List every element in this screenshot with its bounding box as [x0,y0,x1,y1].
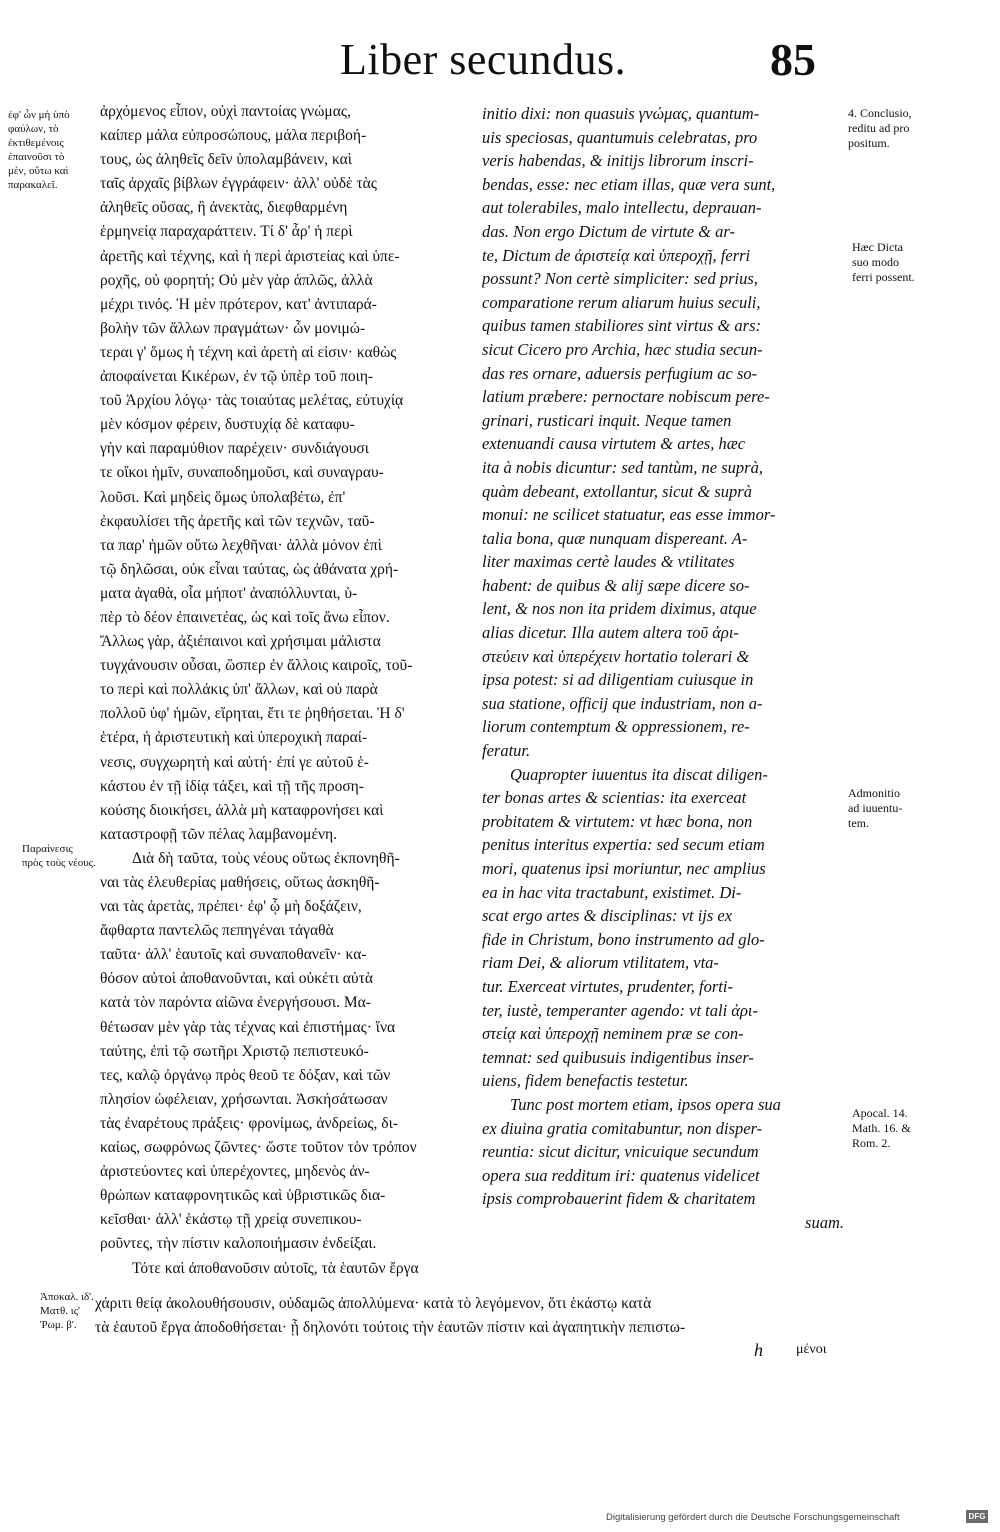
greek-line: τοῦ Ἀρχίου λόγῳ· τὰς τοιαύτας μελέτας, εὐτυχίᾳ [100,392,404,410]
latin-line: uis speciosas, quantumuis celebratas, pro [482,127,758,147]
greek-line: ἀρχόμενος εἶπον, οὐχὶ παντοίας γνώμας, [100,103,351,120]
latin-line: extenuandi causa virtutem & artes, hæc [482,434,746,454]
page-number: 85 [770,34,816,85]
greek-line: κάστου ἐν τῇ ἰδίᾳ τάξει, καὶ τῇ τῆς προση- [100,777,364,795]
latin-line: ipsa potest: si ad diligentiam cuiusque in [482,670,754,690]
note-line: Παραίνεσις [22,843,73,855]
note-line: Math. 16. & [852,1121,911,1135]
greek-line: θρώπων καταφρονητικῶς καὶ ὑβριστικῶς δια- [100,1187,386,1205]
greek-line: τους, ὡς ἀληθεῖς δεῖν ὑπολαμβάνειν, καὶ [100,151,352,169]
greek-line: τυγχάνουσιν οὖσαι, ὥσπερ ἐν ἄλλοις καιροῖς, τοῦ- [100,657,413,675]
greek-line: βολὴν τῶν ἄλλων πραγμάτων· ὧν μονιμώ- [100,319,366,337]
note-line: Apocal. 14. [852,1106,908,1120]
latin-line: temnat: sed quibusuis indigentibus inser- [482,1047,754,1067]
latin-line: ex diuina gratia comitabuntur, non disper- [482,1118,763,1138]
note-line: παρακαλεῖ. [8,179,58,191]
latin-line: quibus tamen stabiliores sint virtus & ars: [482,316,761,336]
greek-line: καίως, σωφρόνως ζῶντες· ὥστε τοῦτον τὸν τρόπον [100,1139,417,1157]
greek-line: πὲρ τὸ δέον ἐπαινετέας, ὡς καὶ τοῖς ἄνω εἶπον. [100,608,390,626]
greek-line: καίπερ μάλα εὐπροσώπους, μάλα περιβοή- [100,127,367,145]
latin-line: initio dixi: non quasuis γνώμας, quantum- [482,104,760,123]
greek-line: μέχρι τινός. Ἡ μὲν πρότερον, κατ' ἀντιπαρά- [100,295,377,313]
latin-line: talia bona, quæ nunquam dispereant. A- [482,528,748,548]
note-line: ἐφ' ὧν μὴ ὑπὸ [8,109,70,121]
bottom-line: τὰ ἑαυτοῦ ἔργα ἀποδοθήσεται· ᾗ δηλονότι τούτοις τὴν ἑαυτῶν πίστιν καὶ ἀγαπητικὴν πεπιστω- [95,1319,686,1336]
greek-line: ροχῆς, οὐ φορητή; Οὐ μὲν γὰρ ἁπλῶς, ἀλλὰ [100,271,373,289]
margin-note-right-3 [848,786,988,831]
latin-line: ipsis comprobauerint fidem & charitatem [482,1189,756,1209]
latin-line: grinari, rusticari inquit. Neque tamen [482,410,732,430]
latin-line: suam. [805,1212,844,1232]
greek-line: μὲν κόσμον φέρειν, δυστυχίᾳ δὲ καταφυ- [100,416,355,434]
greek-line: ἀληθεῖς οὔσας, ἢ ἀνεκτὰς, διεφθαρμένη [100,199,348,217]
greek-line: κούσης διοικήσει, ἀλλὰ μὴ καταφρονήσει καὶ [100,801,384,819]
latin-line: te, Dictum de ἀριστείᾳ καὶ ὑπεροχῇ, ferri [482,245,751,265]
latin-line: possunt? Non certè simpliciter: sed prius, [482,269,758,289]
note-line: φαύλων, τὸ [8,123,59,135]
latin-line: probitatem & virtutem: vt hæc bona, non [482,811,753,831]
greek-line: τὰς ἐναρέτους πράξεις· φρονίμως, ἀνδρείως, δι- [100,1114,398,1132]
greek-line: ταύτης, ἐπὶ τῷ σωτῆρι Χριστῷ πεπιστευκό- [100,1042,369,1060]
note-line: positum. [848,136,890,150]
greek-line: ροῦντες, τὴν πίστιν καλοποιήμασιν ἐνδείξαι. [100,1235,377,1253]
greek-line: ταῖς ἀρχαῖς βίβλων ἐγγράφειν· ἀλλ' οὐδὲ τὰς [100,175,377,193]
margin-note-right-4 [852,1106,992,1151]
bottom-line: χάριτι θείᾳ ἀκολουθήσουσιν, οὐδαμῶς ἀπολλύμενα· κατὰ τὸ λεγόμενον, ὅτι ἑκάστῳ κατὰ [95,1295,652,1312]
greek-line: πλησίον ὠφέλειαν, χρήσωνται. Ἀσκήσάτωσαν [100,1090,388,1108]
greek-line: γὴν καὶ παραμύθιον παρέχειν· συνδιάγουσι [100,440,369,458]
latin-line: aut tolerabiles, malo intellectu, deprauan- [482,198,762,218]
latin-line: quàm debeant, extollantur, sicut & suprà [482,481,752,501]
latin-line: scat ergo artes & disciplinas: vt ijs ex [482,906,733,926]
greek-line: Διὰ δὴ ταῦτα, τοὺς νέους οὕτως ἐκπονηθῆ- [132,849,400,867]
greek-line: ἀριστεύοντες καὶ ὑπερέχοντες, μηδενὸς ἀν- [100,1163,370,1181]
greek-line: Ἄλλως γὰρ, ἀξιέπαινοι καὶ χρήσιμαι μάλιστα [100,633,381,651]
digitization-credit: Digitalisierung gefördert durch die Deutsche Forschungsgemeinschaft [606,1512,900,1523]
dfg-logo: DFG [966,1510,988,1523]
latin-line: liter maximas certè laudes & vtilitates [482,552,735,572]
latin-line: ea in hac vita tractabunt, existimet. Di- [482,882,742,902]
greek-line: ἀρετῆς καὶ τέχνης, καὶ ἡ περὶ ἀριστείας καὶ ὑπε- [100,247,400,265]
latin-line: Quapropter iuuentus ita discat diligen- [510,764,768,784]
latin-line: veris habendas, & initijs librorum inscri- [482,151,754,171]
latin-line: Tunc post mortem etiam, ipsos opera sua [510,1094,781,1114]
latin-line: ter bonas artes & scientias: ita exerceat [482,788,747,808]
margin-note-left-top [8,108,98,192]
margin-note-left-middle [22,842,102,870]
note-line: μὲν, οὕτω καὶ [8,165,69,177]
latin-line: habent: de quibus & alij sæpe dicere so- [482,575,750,595]
latin-line: uiens, fidem benefactis testetur. [482,1071,689,1091]
latin-column [482,102,844,1235]
greek-column [100,100,472,1281]
latin-line: latium præbere: pernoctare nobiscum pere- [482,387,770,407]
greek-line: τες, καλῷ ὀργάνῳ πρὸς θεοῦ τε δόξαν, καὶ τῶν [100,1066,391,1084]
greek-line: το περὶ καὶ πολλάκις ὑπ' ἄλλων, καὶ οὐ παρὰ [100,681,378,699]
latin-line: sua statione, officij que industriam, non a- [482,693,763,713]
margin-note-left-bottom [40,1290,96,1332]
latin-line: mori, quatenus ipsi moriuntur, nec amplius [482,859,766,878]
note-line: Ἀποκαλ. ιδ'. [40,1291,94,1303]
latin-line: στείᾳ καὶ ὑπεροχῇ neminem præ se con- [482,1024,744,1044]
latin-line: feratur. [482,741,531,761]
greek-line: καταστροφῇ τῶν πέλας λαμβανομένη. [100,825,337,843]
greek-line: ἄφθαρτα παντελῶς πεπηγέναι τἀγαθὰ [100,922,334,940]
greek-line: τεραι γ' ὅμως ἡ τέχνη καὶ ἀρετὴ αἱ εἰσιν· καθὼς [100,343,397,361]
margin-note-right-1 [848,106,988,151]
latin-line: das. Non ergo Dictum de virtute & ar- [482,221,735,241]
greek-line: τε οἴκοι ἡμῖν, συναποδημοῦσι, καὶ συναγραυ- [100,464,384,482]
full-width-greek-lines [95,1292,855,1340]
note-line: ἐκτιθεμένοις [8,137,64,149]
greek-line: ναι τὰς ἐλευθερίας μαθήσεις, οὕτως ἀσκηθῆ- [100,874,380,891]
greek-line: τα παρ' ἡμῶν οὕτω λεχθῆναι· ἀλλὰ μόνον ἐπὶ [100,536,382,554]
note-line: Ῥωμ. β'. [40,1319,77,1331]
latin-line: monui: ne scilicet statuatur, eas esse immor- [482,505,776,525]
note-line: suo modo [852,255,900,269]
note-line: ad iuuentu- [848,801,903,815]
latin-line: lent, & nos non ita pridem diximus, atque [482,599,757,619]
latin-line: opera sua redditum iri: quatenus videlicet [482,1165,760,1185]
note-line: πρὸς τοὺς νέους. [22,857,96,869]
greek-line: Τότε καὶ ἀποθανοῦσιν αὐτοῖς, τὰ ἑαυτῶν ἔργα [132,1259,419,1277]
note-line: ferri possent. [852,270,915,284]
latin-line: reuntia: sicut dicitur, vnicuique secundum [482,1142,759,1162]
signature-mark: h [754,1340,763,1360]
greek-line: τῷ δηλῶσαι, οὐκ εἶναι ταύτας, ὡς ἀθάνατα χρή- [100,560,399,578]
note-line: ἐπαινοῦσι τὸ [8,151,65,163]
note-line: 4. Conclusio, [848,106,912,120]
latin-line: comparatione rerum aliarum huius seculi, [482,292,761,312]
latin-line: στεύειν καὶ ὑπερέχειν hortatio tolerari & [482,646,750,666]
greek-line: ματα ἀγαθὰ, οἷα μήποτ' ἀναπόλλυνται, ὑ- [100,584,358,602]
latin-line: alias dicetur. Illa autem altera τοῦ ἀρι- [482,623,739,643]
greek-line: θέτωσαν μὲν γὰρ τὰς τέχνας καὶ ἐπιστήμας· ἵνα [100,1018,396,1036]
greek-line: κατὰ τὸν παρόντα αἰῶνα ἐνεργήσουσι. Μα- [100,994,371,1012]
latin-line: tur. Exerceat virtutes, prudenter, forti- [482,976,733,996]
latin-line: ter, iustè, temperanter agendo: vt tali ἀρι- [482,1000,758,1020]
latin-line: bendas, esse: nec etiam illas, quæ vera sunt, [482,174,776,194]
latin-line: das res ornare, aduersis perfugium ac so- [482,363,758,383]
greek-line: ἑρμηνείᾳ παραχαράττειν. Τί δ' ἆρ' ἡ περὶ [100,223,353,241]
latin-line: penitus interitus expertia: sed secum etiam [482,835,765,855]
latin-line: riam Dei, & aliorum vtilitatem, vta- [482,953,719,973]
margin-note-right-2 [852,240,992,285]
greek-line: θόσον αὐτοὶ ἀποθανοῦνται, καὶ οὐκέτι αὐτὰ [100,970,373,988]
note-line: Admonitio [848,786,901,800]
latin-line: ita à nobis dicuntur: sed tantùm, ne suprà, [482,457,763,477]
catchword: μένοι [796,1342,827,1357]
note-line: Rom. 2. [852,1136,891,1150]
latin-line: sicut Cicero pro Archia, hæc studia secun- [482,339,763,359]
note-line: reditu ad pro [848,121,910,135]
note-line: tem. [848,816,869,830]
latin-line: fide in Christum, bono instrumento ad glo- [482,929,765,949]
greek-line: πολλοῦ ὑφ' ἡμῶν, εἴρηται, ἔτι τε ῥηθήσεται. Ἡ δ' [100,705,405,723]
greek-line: νεσις, συγχωρητὴ καὶ αὐτή· ἐπί γε αὐτοῦ ἑ- [100,753,369,771]
greek-line: κεῖσθαι· ἀλλ' ἑκάστῳ τῇ χρείᾳ συνεπικου- [100,1211,362,1229]
greek-line: ναι τὰς ἀρετὰς, πρέπει· ἐφ' ᾧ μὴ δοξάζειν, [100,898,362,916]
greek-line: ἀποφαίνεται Κικέρων, ἐν τῷ ὑπὲρ τοῦ ποιη- [100,368,374,386]
greek-line: ἑτέρα, ἡ ἀριστευτικὴ καὶ ὑπεροχικὴ παραί- [100,729,368,747]
latin-line: liorum contemptum & oppressionem, re- [482,717,750,737]
greek-line: ἐκφαυλίσει τῆς ἀρετῆς καὶ τῶν τεχνῶν, ταῦ- [100,512,375,530]
note-line: Ματθ. ις' [40,1305,81,1317]
greek-line: ταῦτα· ἀλλ' ἑαυτοῖς καὶ συναποθανεῖν· κα- [100,946,367,964]
greek-line: λοῦσι. Καὶ μηδεὶς ὅμως ὑπολαβέτω, ἐπ' [100,488,346,506]
page-title: Liber secundus. [340,35,627,84]
note-line: Hæc Dicta [852,240,903,254]
